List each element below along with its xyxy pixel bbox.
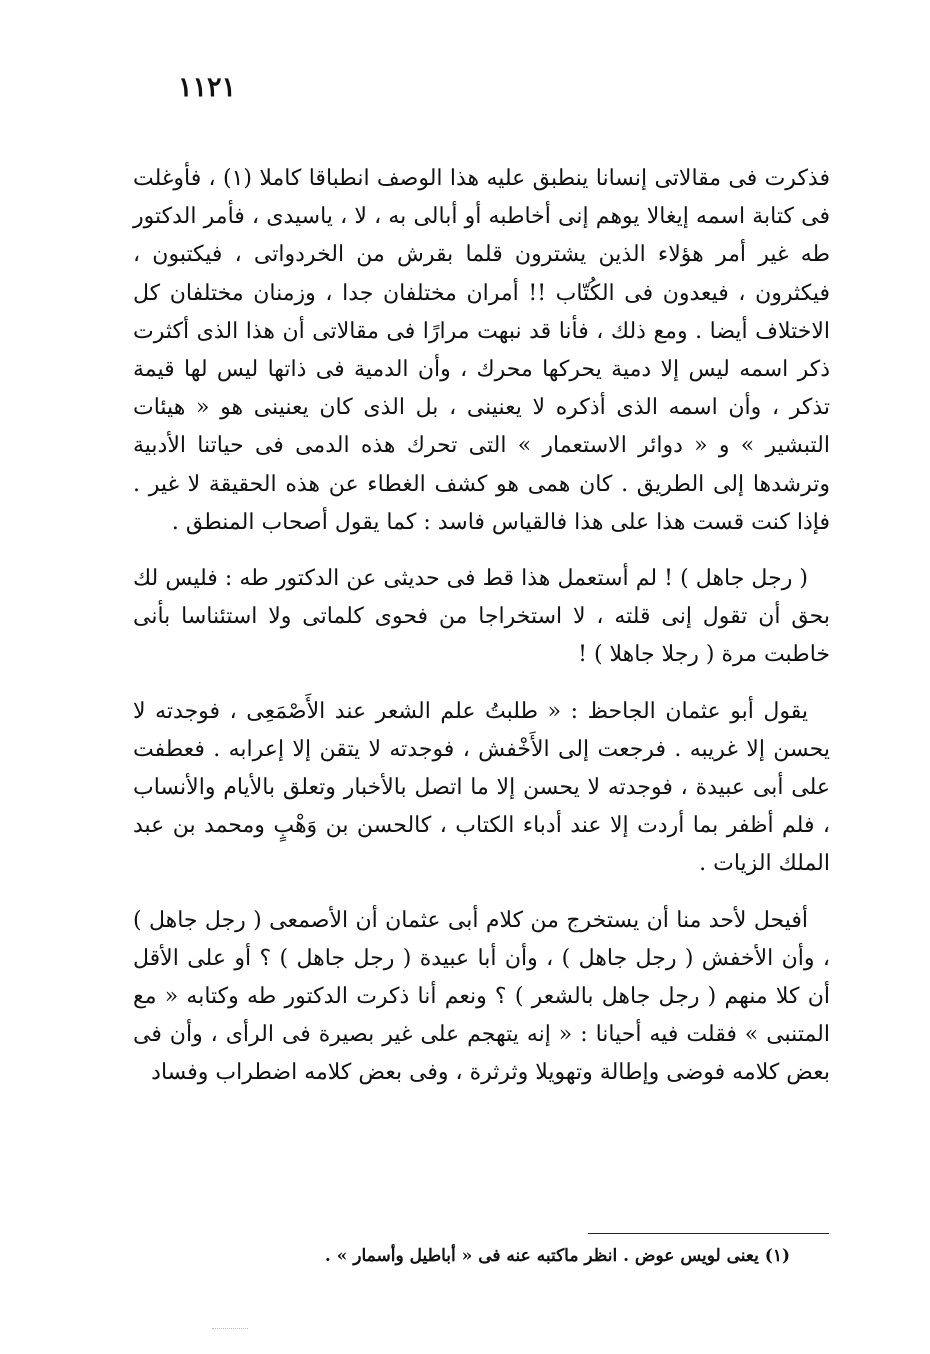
paragraph: ( رجل جاهل ) ! لم أستعمل هذا قط فى حديثى عن الدكتور طه : فليس لك بحق أن تقول إنى قلته ، لا استخراجا من فحوى كلماتى ولا استئناسا بأنى خاطبت مرة ( رجلا جاهلا ) !: [133, 566, 830, 668]
footnote: (١) يعنى لويس عوض . انظر ماكتبه عنه فى « أباطيل وأسمار » .: [324, 1246, 790, 1266]
footnote-divider: [588, 1233, 829, 1234]
paragraph: أفيحل لأحد منا أن يستخرج من كلام أبى عثمان أن الأصمعى ( رجل جاهل ) ، وأن الأخفش ( رجل جاهل ) ، وأن أبا عبيدة ( رجل جاهل ) ؟ أو على الأقل أن كلا منهم ( رجل جاهل بالشعر ) ؟ ونعم أنا ذكرت الدكتور طه وكتابه « مع المتنبى » فقلت فيه أحيانا : « إنه يتهجم على غير بصيرة فى الرأى ، وأن فى بعض كلامه فوضى وإطالة وتهويلا وثرثرة ، وفى بعض كلامه اضطراب وفساد: [133, 907, 830, 1086]
body-text: [133, 160, 830, 1111]
paragraph: فذكرت فى مقالاتى إنسانا ينطبق عليه هذا الوصف انطباقا كاملا (١) ، فأوغلت فى كتابة اسمه إيغالا يوهم إنى أخاطبه أو أبالى به ، لا ، ياسيدى ، فأمر الدكتور طه غير أمر هؤلاء الذين يشترون قلما بقرش من الخردواتى ، فيكتبون ، فيكثرون ، فيعدون فى الكُتّاب !! أمران مختلفان جدا ، وزمنان مختلفان كل الاختلاف أيضا . ومع ذلك ، فأنا قد نبهت مرارًا فى مقالاتى أن هذا الذى أكثرت ذكر اسمه ليس إلا دمية يحركها محرك ، وأن الدمية فى ذاتها ليس لها قيمة تذكر ، وأن اسمه الذى أذكره لا يعنينى ، بل الذى كان يعنينى هو « هيئات التبشير » و « دوائر الاستعمار » التى تحرك هذه الدمى فى حياتنا الأدبية وترشدها إلى الطريق . كان همى هو كشف الغطاء عن هذه الحقيقة لا غير . فإذا كنت قست هذا على هذا فالقياس فاسد : كما يقول أصحاب المنطق .: [133, 166, 831, 535]
page-number: ١١٢١: [178, 72, 237, 103]
paragraph: يقول أبو عثمان الجاحظ : « طلبتُ علم الشعر عند الأَصْمَعِى ، فوجدته لا يحسن إلا غريبه . فرجعت إلى الأَخْفش ، فوجدته لا يتقن إلا إعرابه . فعطفت على أبى عبيدة ، فوجدته لا يحسن إلا ما اتصل بالأخبار وتعلق بالأيام والأنساب ، فلم أظفر بما أردت إلا عند أدباء الكتاب ، كالحسن بن وَهْبٍ ومحمد بن عبد الملك الزيات .: [133, 698, 830, 877]
scan-artifact: [212, 1328, 248, 1329]
